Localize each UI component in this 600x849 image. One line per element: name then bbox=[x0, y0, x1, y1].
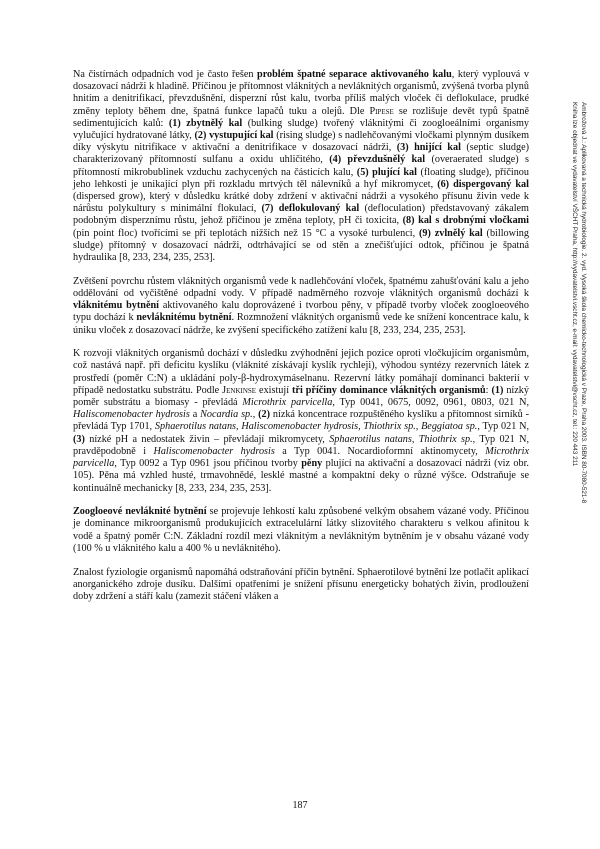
text-run: (billowing sludge) přítomný v dosazovací nádrži, odtrhávající se od stěn a znečišťující odtok, příčinou je špatná hydraulika [8, 233, 234, 235, 253]. bbox=[73, 227, 529, 264]
text-run: Haliscomenobacter hydrosis bbox=[73, 409, 190, 421]
text-run: a Typ 0041. Nocardioformní aktinomycety, bbox=[274, 445, 486, 457]
text-run: Nocardia sp. bbox=[200, 409, 253, 421]
text-run: Na čistírnách odpadních vod je často řešen bbox=[73, 69, 258, 80]
text-run: (defloculation) představovaný zákalem podobným disperznímu růstu, jehož příčinou je změna teploty, pH či toxicita, bbox=[73, 203, 529, 227]
text-run: (9) zvlnělý kal bbox=[419, 227, 483, 239]
text-run: Haliscomenobacter hydrosis bbox=[153, 445, 275, 457]
side-citation-text bbox=[570, 102, 588, 732]
text-run: se rozlišuje devět typů špatně sedimentujících kalů: bbox=[73, 105, 529, 129]
text-run: (floating sludge), příčinou jeho lehkosti je unikající plyn při rozkladu mrtvých těl nálevníků a hyf mikromycet, bbox=[73, 166, 529, 190]
text-run: : bbox=[485, 384, 492, 396]
text-run: , Typ 0092 a Typ 0961 jsou příčinou tvorby bbox=[114, 458, 302, 470]
text-run: (septic sludge) charakterizovaný přítomností sulfanu a oxidu uhličitého, bbox=[73, 142, 529, 166]
text-run: , Typ 0041, 0675, 0092, 0961, 0803, 021 N, bbox=[332, 397, 529, 409]
text-run: , Typ 021 N, pravděpodobně i bbox=[73, 433, 530, 457]
text-run: existují bbox=[256, 384, 293, 396]
text-run: . Rozmnožení vláknitých organismů vede ke snížení koncentrace kalu, k úniku vloček z dosazovací nádrže, ke zvýšení specifického zatížení kalu [8, 233, 234, 235, 253]. bbox=[73, 312, 529, 336]
text-run: (4) převzdušnělý kal bbox=[329, 154, 426, 166]
text-run: (2) vystupující kal bbox=[194, 130, 274, 142]
text-run: (3) hnijící kal bbox=[396, 142, 461, 154]
text-run: (7) deflokulovaný kal bbox=[261, 203, 360, 215]
paragraph-1 bbox=[73, 69, 529, 264]
paragraph-5 bbox=[73, 567, 529, 604]
text-run: , který vyplouvá v dosazovací nádrži k hladině. Příčinou je přítomnost vláknitých a nevláknitých organismů, zvýšená tvorba plynů hnitím a denitrifikací, převzdušnění, disperzní růst kalu, tvorba příliš malých vloček či deflokulace, prudké změny teploty během dne, špatná funkce lapačů tuku a olejů. Dle bbox=[73, 69, 529, 117]
text-run: (6) dispergovaný kal bbox=[437, 178, 529, 190]
text-run: Znalost fyziologie organismů napomáhá odstraňování příčin bytnění. Sphaerotilové bytnění lze potlačit aplikací anorganického zdroje dusíku. Dalšími opatřeními je snížení přísunu energeticky bohatých živin, prodloužení doby zdržení a stáří kalu (zamezit stáčení vláken a bbox=[73, 566, 529, 602]
paragraph-3 bbox=[73, 348, 529, 494]
text-run: K rozvoji vláknitých organismů dochází v důsledku zvýhodnění jejich pozice oproti vločkujícím organismům, což nastává např. při deficitu kyslíku (vláknité získávají kyslík rychleji), výhodou syntézy rezervních látek z prostředí (poměr C:N) a ukládání poly-β-hydroxymáselnanu. Rezervní látky pomáhají dominanci bakterií v případě nedostatku substrátu. Podle bbox=[73, 348, 529, 396]
text-run: , bbox=[252, 409, 259, 421]
text-run: (dispersed grow), který v důsledku krátké doby zdržení v aktivační nádrži a vysokého přísunu živin vede k nárůstu polykultury s minimální flokulací, bbox=[73, 191, 529, 215]
text-run: , Typ 021 N, bbox=[477, 421, 529, 433]
text-run: vláknitému bytnění bbox=[73, 300, 159, 312]
text-run: (rising sludge) s nadlehčovanými vločkami plynným dusíkem díky výskytu nitrifikace v aktivační a denitrifikace v dosazovací nádrži, bbox=[73, 130, 529, 154]
text-run: Sphaerotilus natans, Haliscomenobacter hydrosis, Thiothrix sp., Beggiatoa sp. bbox=[154, 421, 478, 433]
text-run: nevláknitému bytnění bbox=[136, 312, 232, 324]
paragraph-2 bbox=[73, 276, 529, 337]
side-citation-line-1: Ambrožová J.: Aplikovaná a technická hydrobiologie. 2. vyd. Vysoká škola chemicko-technologická v Praze, Praha 2003. ISBN 80-7080-521-8 bbox=[580, 102, 587, 504]
text-run: nízký poměr substrátu a biomasy - převládá bbox=[73, 384, 529, 409]
text-run: (2) bbox=[258, 409, 271, 421]
text-run: (5) plující kal bbox=[356, 166, 417, 178]
text-run: tři příčiny dominance vláknitých organismů bbox=[292, 384, 486, 396]
text-run: Microthrix parvicella bbox=[73, 445, 529, 470]
text-run: Pipese bbox=[369, 105, 394, 117]
text-run: Jenkinse bbox=[222, 384, 257, 396]
side-citation-line-2: Kniha lze objednat ve vydavatelství VŠCHT Praha, http://vydavatelstvi.vscht.cz, e-mail: vydavatelstvi@vscht.cz, tel.: 220 443 211 bbox=[571, 102, 578, 467]
text-run: Microthrix parvicella bbox=[242, 397, 333, 409]
text-run: aktivovaného kalu doprovázené i tvorbou pěny, v případě tvorby vloček zoogloeového typu dochází k bbox=[73, 300, 529, 324]
text-run: (3) bbox=[73, 433, 85, 445]
text-run: Zvětšení povrchu růstem vláknitých organismů vede k nadlehčování vloček, špatnému zahušťování kalu a jeho oddělování od vyčištěné odpadní vody. V případě nadměrného rozvoje vláknitých organismů dochází k bbox=[73, 275, 529, 299]
page-number: 187 bbox=[292, 800, 308, 811]
text-run: Sphaerotilus natans, Thiothrix sp. bbox=[329, 433, 473, 445]
text-run: nízká koncentrace rozpuštěného kyslíku a přítomnost sirníků - převládá Typ 1701, bbox=[73, 409, 529, 433]
text-run: pěny bbox=[301, 458, 323, 470]
body-text bbox=[73, 69, 529, 615]
text-run: a bbox=[189, 409, 201, 421]
text-run: problém špatné separace aktivovaného kalu bbox=[257, 69, 452, 80]
text-run: (8) kal s drobnými vločkami bbox=[402, 215, 530, 227]
side-citation bbox=[528, 102, 588, 732]
text-run: plující na aktivační a dosazovací nádrži (viz obr. 105). Pěna má vzhled husté, trmavohnědé, lesklé mastné a kompaktní deky o různé výšce. Odstraňuje se kontinuálně mechanicky [8, 233, 234, 235, 253]. bbox=[73, 458, 529, 494]
text-run: (bulking sludge) tvořený vláknitými či zoogloeálními organismy vylučující hydratované látky, bbox=[73, 117, 529, 142]
text-run: se projevuje lehkostí kalu způsobené velkým obsahem vázané vody. Příčinou je dominance mikroorganismů produkujících extracelulární látky slizovitého charakteru s velkou afinitou k vodě a špatný poměr C:N. Základní rozdíl mezi vláknitým a nevláknitým bytněním je v obsahu vázané vody (100 % u vláknitého kalu a 400 % u nevláknitého). bbox=[73, 506, 529, 554]
text-run: (pin point floc) tvořícími se při teplotách nižších než 15 °C a vysoké turbulenci, bbox=[73, 227, 420, 239]
text-run: (overaerated sludge) s přítomností mikrobublinek vzduchu zachycených na částicích kalu, bbox=[73, 154, 530, 178]
text-run: nízké pH a nedostatek živin – převládají mikromycety, bbox=[84, 433, 330, 445]
paragraph-4 bbox=[73, 506, 529, 555]
text-run: Zoogloeové nevláknité bytnění bbox=[73, 506, 207, 518]
text-run: (1) bbox=[491, 384, 504, 396]
text-run: (1) zbytnělý kal bbox=[168, 117, 243, 129]
